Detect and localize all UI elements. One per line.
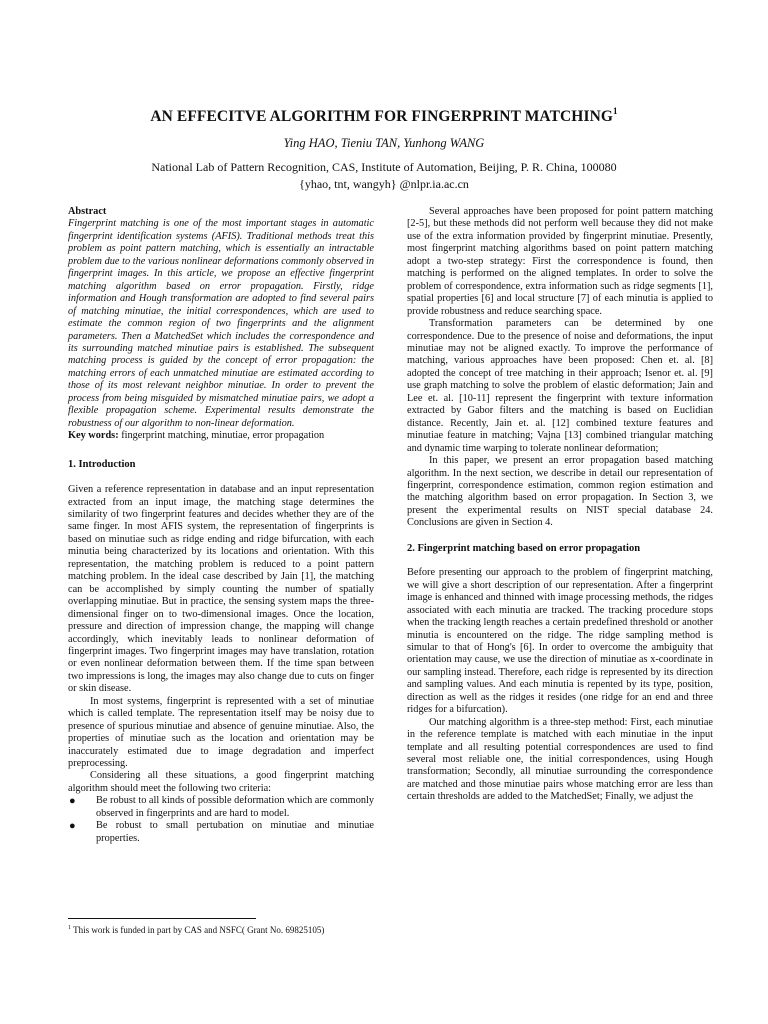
- section-1-heading: 1. Introduction: [68, 458, 136, 470]
- right-paragraph-3: In this paper, we present an error propagation based matching algorithm. In the next section, we describe in detail our representation of fingerprint, correspondence estimation, common region estimation and the matching algorithm based on error propagation. In Section 3, we present the experimental results on NIST special database 24. Conclusions are given in Section 4.: [407, 455, 713, 529]
- abstract-heading: Abstract: [68, 206, 107, 217]
- right-paragraph-2: Transformation parameters can be determined by one correspondence. Due to the presence of noise and deformations, the input minutiae may not be aligned exactly. To improve the performance of matching, various approaches have been proposed: Chen et. al. [8] adopted the concept of tree matching in their approach; Isenor et. al. [9] use graph matching to solve the problem of elastic deformation; Jain and Lee et. al. [10-11] represent the fingerprint with texture information extracted by Gabor filters and the matching is based on Euclidian distance. Recently, Jain et. al. [12] combined texture features and minutiae feature in matching; Vajna [13] combined triangular matching and dynamic time warping to tolerate nonlinear deformation;: [407, 318, 713, 454]
- footnote-text: This work is funded in part by CAS and NSFC( Grant No. 69825105): [71, 925, 325, 935]
- paper-affiliation: National Lab of Pattern Recognition, CAS, Institute of Automation, Beijing, P. R. China, 100080: [151, 160, 617, 174]
- criteria-1: Be robust to all kinds of possible deformation which are commonly observed in fingerprints and are hard to model.: [96, 795, 374, 819]
- footnote-divider: [68, 918, 256, 919]
- bullet-icon: ●: [69, 820, 76, 833]
- list-item: [68, 795, 374, 820]
- paper-authors: Ying HAO, Tieniu TAN, Yunhong WANG: [283, 136, 485, 150]
- section-2-paragraph-1: Before presenting our approach to the problem of fingerprint matching, we will give a short description of our representation. After a fingerprint image is enhanced and thinned with image processing methods, the ridges associated with each minutia are tracked. The tracking procedure stops when the tracking length reaches a certain predefined threshold or another minutia is encountered on the ridge. The ridge sampling method is simular to that of Hong's [6]. In order to overcome the ambiguity that orientation may cause, we use the direction of minutiae as x-coordinate in our sampling instead. Therefore, each ridge is represented by its direction and sampling values. And each minutia is repented by its type, position, direction as well as the ridges it resides (one ridge for an end and three ridges for a bifurcation).: [407, 567, 713, 716]
- keywords-text: fingerprint matching, minutiae, error propagation: [118, 430, 325, 442]
- paper-title-text: AN EFFECITVE ALGORITHM FOR FINGERPRINT MATCHING: [150, 108, 614, 125]
- criteria-2: Be robust to small pertubation on minutiae and minutiae properties.: [96, 820, 374, 844]
- criteria-list: [68, 795, 374, 845]
- list-item: [68, 820, 374, 845]
- abstract-text: Fingerprint matching is one of the most important stages in automatic fingerprint identification systems (AFIS). Traditional methods treat this problem as point pattern matching, which is essentially an intractable problem due to the various nonlinear deformations commonly observed in fingerprint images. In this article, we propose an effective fingerprint matching algorithm based on error propagation. Firstly, ridge information and Hough transformation are adopted to find several pairs of matching minutiae, the initial correspondences, which are used to estimate the common region of two fingerprints and the alignment parameters. Then a MatchedSet which includes the correspondence and its surrounding matched minutiae pairs is established. The subsequent matching process is guided by the concept of error propagation: the matching errors of each unmatched minutiae are estimated according to those of its most relevant neighbor minutiae. In order to prevent the process from being misguided by mismatched minutiae pairs, we adopt a flexible propagation scheme. Experimental results demonstrate the robustness of our algorithm to non-linear deformation.: [68, 218, 374, 429]
- bullet-icon: ●: [69, 795, 76, 808]
- paper-email: {yhao, tnt, wangyh} @nlpr.ia.ac.cn: [299, 177, 469, 191]
- title-footnote-mark: 1: [613, 106, 618, 116]
- left-column: [68, 206, 374, 845]
- intro-paragraph-2: In most systems, fingerprint is represented with a set of minutiae which is called template. The representation itself may be noisy due to presence of spurious minutiae and absence of genuine minutiae. Also, the properties of minutiae such as the location and orientation may be inaccurately estimated due to image degradation and imperfect preprocessing.: [68, 695, 374, 770]
- right-column: [407, 206, 713, 804]
- keywords: [68, 430, 374, 442]
- section-2-paragraph-2: Our matching algorithm is a three-step method: First, each minutiae in the reference template is matched with each minutiae in the input template and all resulting potential correspondences are used to find several most reliable one, the initial correspondences, using Hough transformation; Secondly, all minutiae surrounding the correspondence are matched and those minutiae pairs whose matching error are less than certain thresholds are added to the MatchedSet; Finally, we adjust the: [407, 716, 713, 803]
- keywords-label: Key words:: [68, 430, 119, 442]
- paper-title: [0, 108, 768, 126]
- right-paragraph-1: Several approaches have been proposed for point pattern matching [2-5], but these methods did not perform well because they did not make use of the extra information provided by fingerprint minutiae. Presently, most fingerprint matching algorithms based on point pattern matching adopt a two-step strategy: First the correspondence is found, then matching is performed on the aligned templates. In order to solve the problem of correspondence, extra information such as ridge segments [1], spatial properties [6] and local structure [7] of each minutia is applied to provide robustness and reduce searching space.: [407, 206, 713, 317]
- footnote-mark: 1: [68, 925, 71, 931]
- intro-paragraph-1: Given a reference representation in database and an input representation extracted from an input image, the matching stage determines the similarity of two fingerprint features and decides whether they are of the same finger. In most AFIS system, the representation of fingerprints is based on minutiae such as ridge ending and ridge bifurcation, with each minutia being characterized by its locations and orientation. With this representation, the matching problem is reduced to a point pattern matching problem. In the ideal case described by Jain [1], the matching can be accomplished by simply counting the number of spatially overlapping minutiae. But in practice, the sensing system maps the three-dimensional finger on to two-dimensional images. Once the location, pressure and direction of impression change, the mapping will change accordingly, which inevitably leads to nonlinear deformation of fingerprint images. Two fingerprint images may have translation, rotation or even nonlinear deformation between them. If the time span between two impressions is long, the images may also change due to cuts on finger or skin disease.: [68, 484, 374, 695]
- section-2-heading: 2. Fingerprint matching based on error propagation: [407, 542, 641, 554]
- intro-paragraph-3: Considering all these situations, a good fingerprint matching algorithm should meet the following two criteria:: [68, 770, 374, 794]
- footnote: [68, 925, 324, 935]
